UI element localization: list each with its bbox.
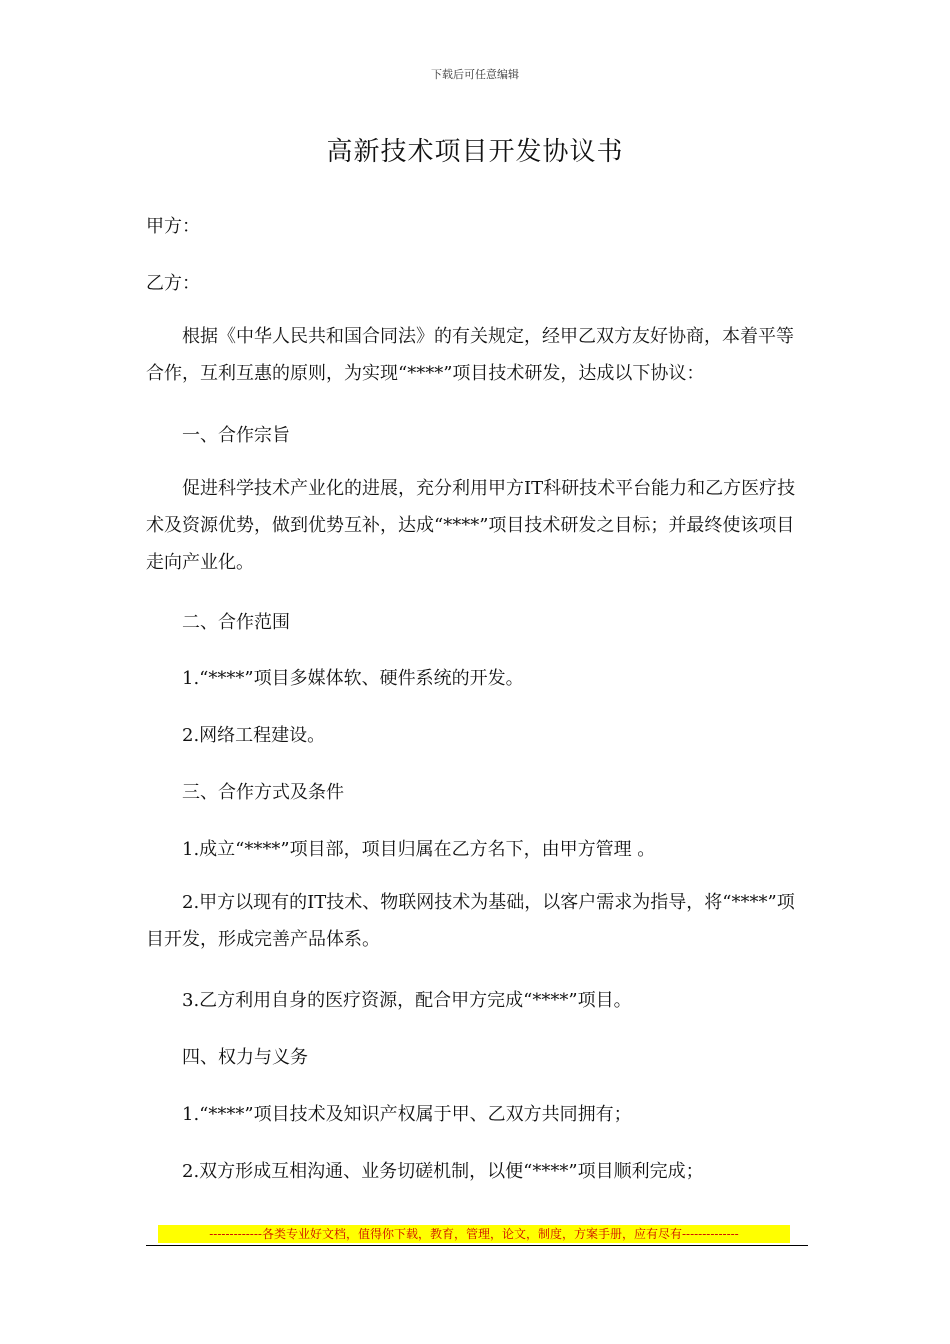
section-3-item-1: 1.成立“****”项目部，项目归属在乙方名下，由甲方管理 。 [182,839,656,860]
header-note: 下载后可任意编辑 [431,68,519,81]
document-title: 高新技术项目开发协议书 [326,137,624,167]
section-4-item-1: 1.“****”项目技术及知识产权属于甲、乙双方共同拥有； [182,1104,632,1125]
party-a-label: 甲方： [146,216,200,237]
party-b-label: 乙方： [146,273,200,294]
section-2-item-2: 2.网络工程建设。 [182,725,326,746]
intro-paragraph: 根据《中华人民共和国合同法》的有关规定，经甲乙双方友好协商，本着平等合作，互利互惠的原则，为实现“****”项目技术研发，达成以下协议： [146,326,794,384]
section-1-body: 促进科学技术产业化的进展，充分利用甲方IT科研技术平台能力和乙方医疗技术及资源优势，做到优势互补，达成“****”项目技术研发之目标；并最终使该项目走向产业化。 [146,478,796,573]
section-2-heading: 二、合作范围 [182,612,290,633]
footer-banner: -------------各类专业好文档，值得你下载，教育，管理，论文，制度，方案手册，应有尽有-------------- [158,1225,790,1243]
section-3-item-3: 3.乙方利用自身的医疗资源，配合甲方完成“****”项目。 [182,990,632,1011]
footer-divider [146,1245,808,1246]
section-4-heading: 四、权力与义务 [182,1047,308,1068]
section-3-item-2: 2.甲方以现有的IT技术、物联网技术为基础，以客户需求为指导，将“****”项目开发，形成完善产品体系。 [146,892,795,950]
section-2-item-1: 1.“****”项目多媒体软、硬件系统的开发。 [182,668,524,689]
section-3-heading: 三、合作方式及条件 [182,782,344,803]
section-1-heading: 一、合作宗旨 [182,425,290,446]
section-4-item-2: 2.双方形成互相沟通、业务切磋机制，以便“****”项目顺利完成； [182,1161,704,1182]
